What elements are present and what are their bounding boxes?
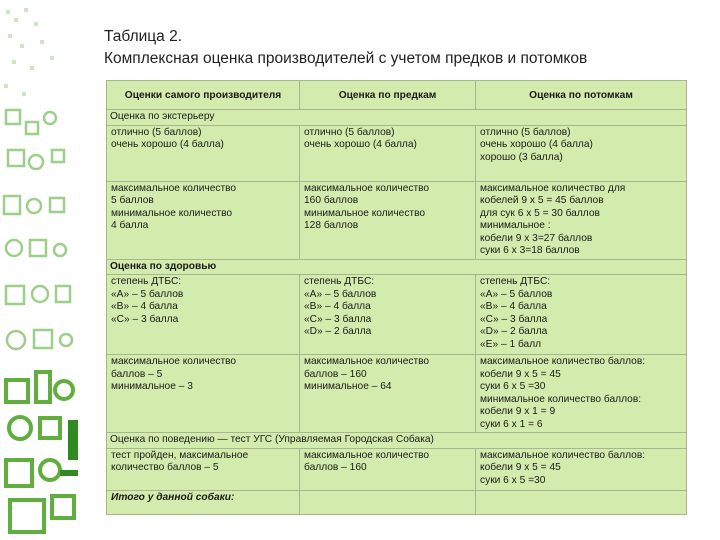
table-cell: тест пройден, максимальное количество баллов – 5 (107, 448, 300, 490)
table-cell: максимальное количество баллов – 160 (300, 448, 476, 490)
table-cell: максимальное количество 5 баллов минимальное количество 4 балла (107, 181, 300, 259)
table-row (107, 275, 687, 355)
table-cell: максимальное количество баллов: кобели 9 х 5 = 45 суки 6 х 5 =30 (476, 448, 687, 490)
table-cell: максимальное количество для кобелей 9 х 5 = 45 баллов для сук 6 х 5 = 30 баллов минимальное : кобели 9 х 3=27 баллов суки 6 х 3=18 баллов (476, 181, 687, 259)
section-label-exterior: Оценка по экстерьеру (107, 110, 687, 126)
decorative-sidebar-pattern (0, 0, 90, 540)
table-cell: отлично (5 баллов) очень хорошо (4 балла) хорошо (3 балла) (476, 125, 687, 181)
section-label-health: Оценка по здоровью (107, 259, 687, 275)
table-cell: максимальное количество баллов: кобели 9 х 5 = 45 суки 6 х 5 =30 минимальное количество баллов: кобели 9 х 1 = 9 суки 6 х 1 = 6 (476, 355, 687, 433)
table-row (107, 355, 687, 433)
header-cell-offspring: Оценка по потомкам (476, 81, 687, 110)
evaluation-table (106, 80, 687, 515)
total-row (107, 490, 687, 514)
table-cell: степень ДТБС: «А» – 5 баллов «В» – 4 балла «С» – 3 балла «D» – 2 балла «Е» – 1 балл (476, 275, 687, 355)
table-row (107, 448, 687, 490)
table-cell: отлично (5 баллов) очень хорошо (4 балла) (300, 125, 476, 181)
header-cell-ancestors: Оценка по предкам (300, 81, 476, 110)
page-title (104, 26, 704, 70)
table-row (107, 181, 687, 259)
section-label-behavior: Оценка по поведению — тест УГС (Управляемая Городская Собака) (107, 433, 687, 449)
total-cell-ancestors (300, 490, 476, 514)
title-line-2: Комплексная оценка производителей с учетом предков и потомков (104, 50, 588, 67)
table-cell: степень ДТБС: «А» – 5 баллов «В» – 4 балла «С» – 3 балла (107, 275, 300, 355)
table-cell: максимальное количество баллов – 5 минимальное – 3 (107, 355, 300, 433)
header-cell-self: Оценки самого производителя (107, 81, 300, 110)
section-row-health (107, 259, 687, 275)
title-line-1: Таблица 2. (104, 28, 183, 45)
header-row (107, 81, 687, 110)
table-row (107, 125, 687, 181)
section-row-exterior (107, 110, 687, 126)
section-row-behavior (107, 433, 687, 449)
table-cell: максимальное количество баллов – 160 минимальное – 64 (300, 355, 476, 433)
table-cell: степень ДТБС: «А» – 5 баллов «В» – 4 балла «С» – 3 балла «D» – 2 балла (300, 275, 476, 355)
table-cell: максимальное количество 160 баллов минимальное количество 128 баллов (300, 181, 476, 259)
table-cell: отлично (5 баллов) очень хорошо (4 балла) (107, 125, 300, 181)
total-label: Итого у данной собаки: (107, 490, 300, 514)
total-cell-offspring (476, 490, 687, 514)
